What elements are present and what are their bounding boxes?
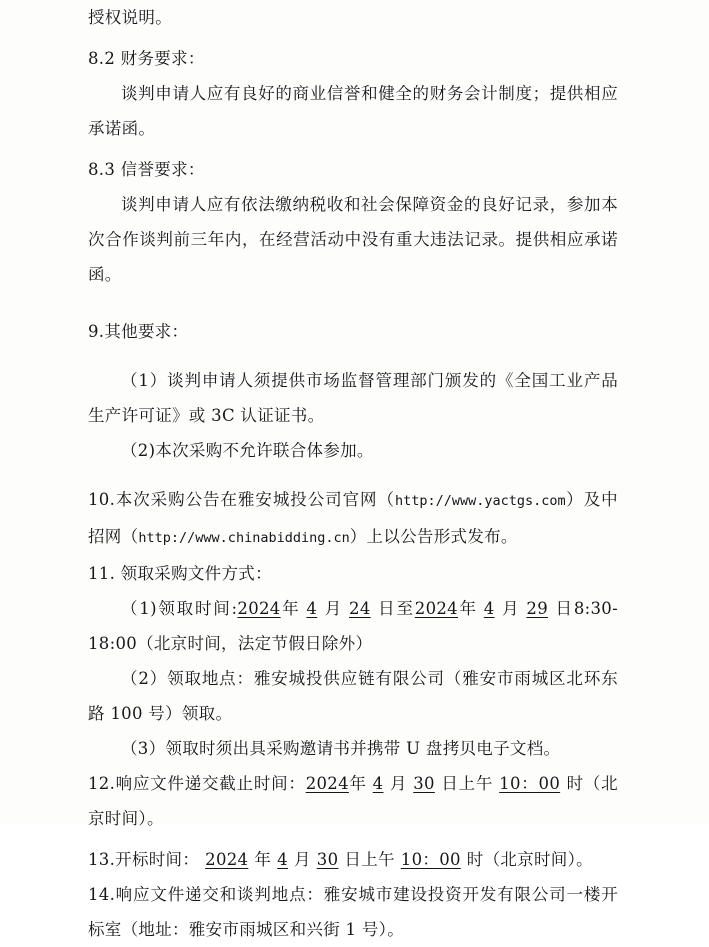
- pickup-time-range: 日8:30-18:00: [88, 599, 618, 653]
- unit-day-12: 日上午: [440, 774, 494, 793]
- unit-year-2: 年: [457, 599, 478, 618]
- unit-day-13: 日上午: [344, 850, 395, 869]
- paragraph-10: [88, 482, 618, 556]
- range-connector: 至: [396, 599, 415, 618]
- field-end-year[interactable]: 2024: [414, 599, 458, 618]
- unit-time-13: 时: [466, 850, 484, 869]
- para10-middle: ）及中招网（: [88, 490, 618, 546]
- paragraph-11-2: （2）领取地点：雅安城投供应链有限公司（雅安市雨城区北环东路 100 号）领取。: [88, 669, 618, 723]
- paragraph-authorization: 授权说明。: [88, 8, 172, 27]
- para13-note: （北京时间）。: [483, 850, 593, 869]
- unit-time-12: 时: [566, 774, 584, 793]
- field-deadline-day[interactable]: 30: [413, 774, 435, 793]
- paragraph-9-2: （2)本次采购不允许联合体参加。: [121, 441, 374, 460]
- unit-month-12: 月: [389, 774, 408, 793]
- paragraph-8-2-body: 谈判申请人应有良好的商业信誉和健全的财务会计制度；提供相应承诺函。: [88, 84, 618, 138]
- para12-label: 12.响应文件递交截止时间：: [88, 774, 306, 793]
- para10-suffix: ）上以公告形式发布。: [349, 527, 518, 546]
- paragraph-12: [88, 766, 618, 836]
- para13-label: 13.开标时间：: [88, 850, 200, 869]
- paragraph-11-1: [88, 591, 618, 661]
- heading-9: 9.其他要求：: [88, 322, 189, 341]
- paragraph-13: [88, 842, 618, 877]
- field-open-month[interactable]: 4: [277, 850, 288, 869]
- pickup-time-note: （北京时间，法定节假日除外）: [137, 634, 373, 653]
- heading-8-3: 8.3 信誉要求：: [88, 160, 205, 179]
- unit-month-1: 月: [323, 599, 344, 618]
- field-start-month[interactable]: 4: [306, 599, 318, 618]
- url-chinabidding[interactable]: http://www.chinabidding.cn: [138, 530, 350, 546]
- unit-year-13: 年: [254, 850, 272, 869]
- paragraph-11-3: （3）领取时须出具采购邀请书并携带 U 盘拷贝电子文档。: [121, 739, 561, 758]
- field-start-year[interactable]: 2024: [237, 599, 281, 618]
- field-deadline-month[interactable]: 4: [372, 774, 384, 793]
- para12-note: （北京时间）。: [88, 774, 618, 828]
- unit-month-2: 月: [500, 599, 521, 618]
- para10-prefix: 10.本次采购公告在雅安城投公司官网（: [88, 490, 395, 509]
- heading-11: 11. 领取采购文件方式：: [88, 564, 272, 583]
- unit-year-12: 年: [348, 774, 367, 793]
- field-end-day[interactable]: 29: [526, 599, 549, 618]
- field-open-time[interactable]: 10：00: [400, 850, 461, 869]
- document-body: [88, 0, 618, 947]
- field-start-day[interactable]: 24: [349, 599, 371, 618]
- field-deadline-year[interactable]: 2024: [305, 774, 349, 793]
- heading-8-2: 8.2 财务要求：: [88, 49, 205, 68]
- paragraph-9-1: （1）谈判申请人须提供市场监督管理部门颁发的《全国工业产品生产许可证》或 3C 认证证书。: [88, 371, 618, 425]
- unit-year-1: 年: [280, 599, 301, 618]
- field-deadline-time[interactable]: 10：00: [499, 774, 561, 793]
- para11-1-label: （1)领取时间:: [121, 599, 238, 618]
- unit-day-1: 日: [376, 599, 397, 618]
- field-end-month[interactable]: 4: [483, 599, 495, 618]
- paragraph-14: 14.响应文件递交和谈判地点：雅安城市建设投资开发有限公司一楼开标室（地址：雅安市雨城区和兴街 1 号）。: [88, 885, 618, 939]
- paragraph-8-3-body: 谈判申请人应有依法缴纳税收和社会保障资金的良好记录，参加本次合作谈判前三年内，在经营活动中没有重大违法记录。提供相应承诺函。: [88, 195, 618, 284]
- url-yactgs[interactable]: http://www.yactgs.com: [394, 493, 566, 509]
- unit-month-13: 月: [293, 850, 311, 869]
- field-open-day[interactable]: 30: [316, 850, 339, 869]
- field-open-year[interactable]: 2024: [205, 850, 249, 869]
